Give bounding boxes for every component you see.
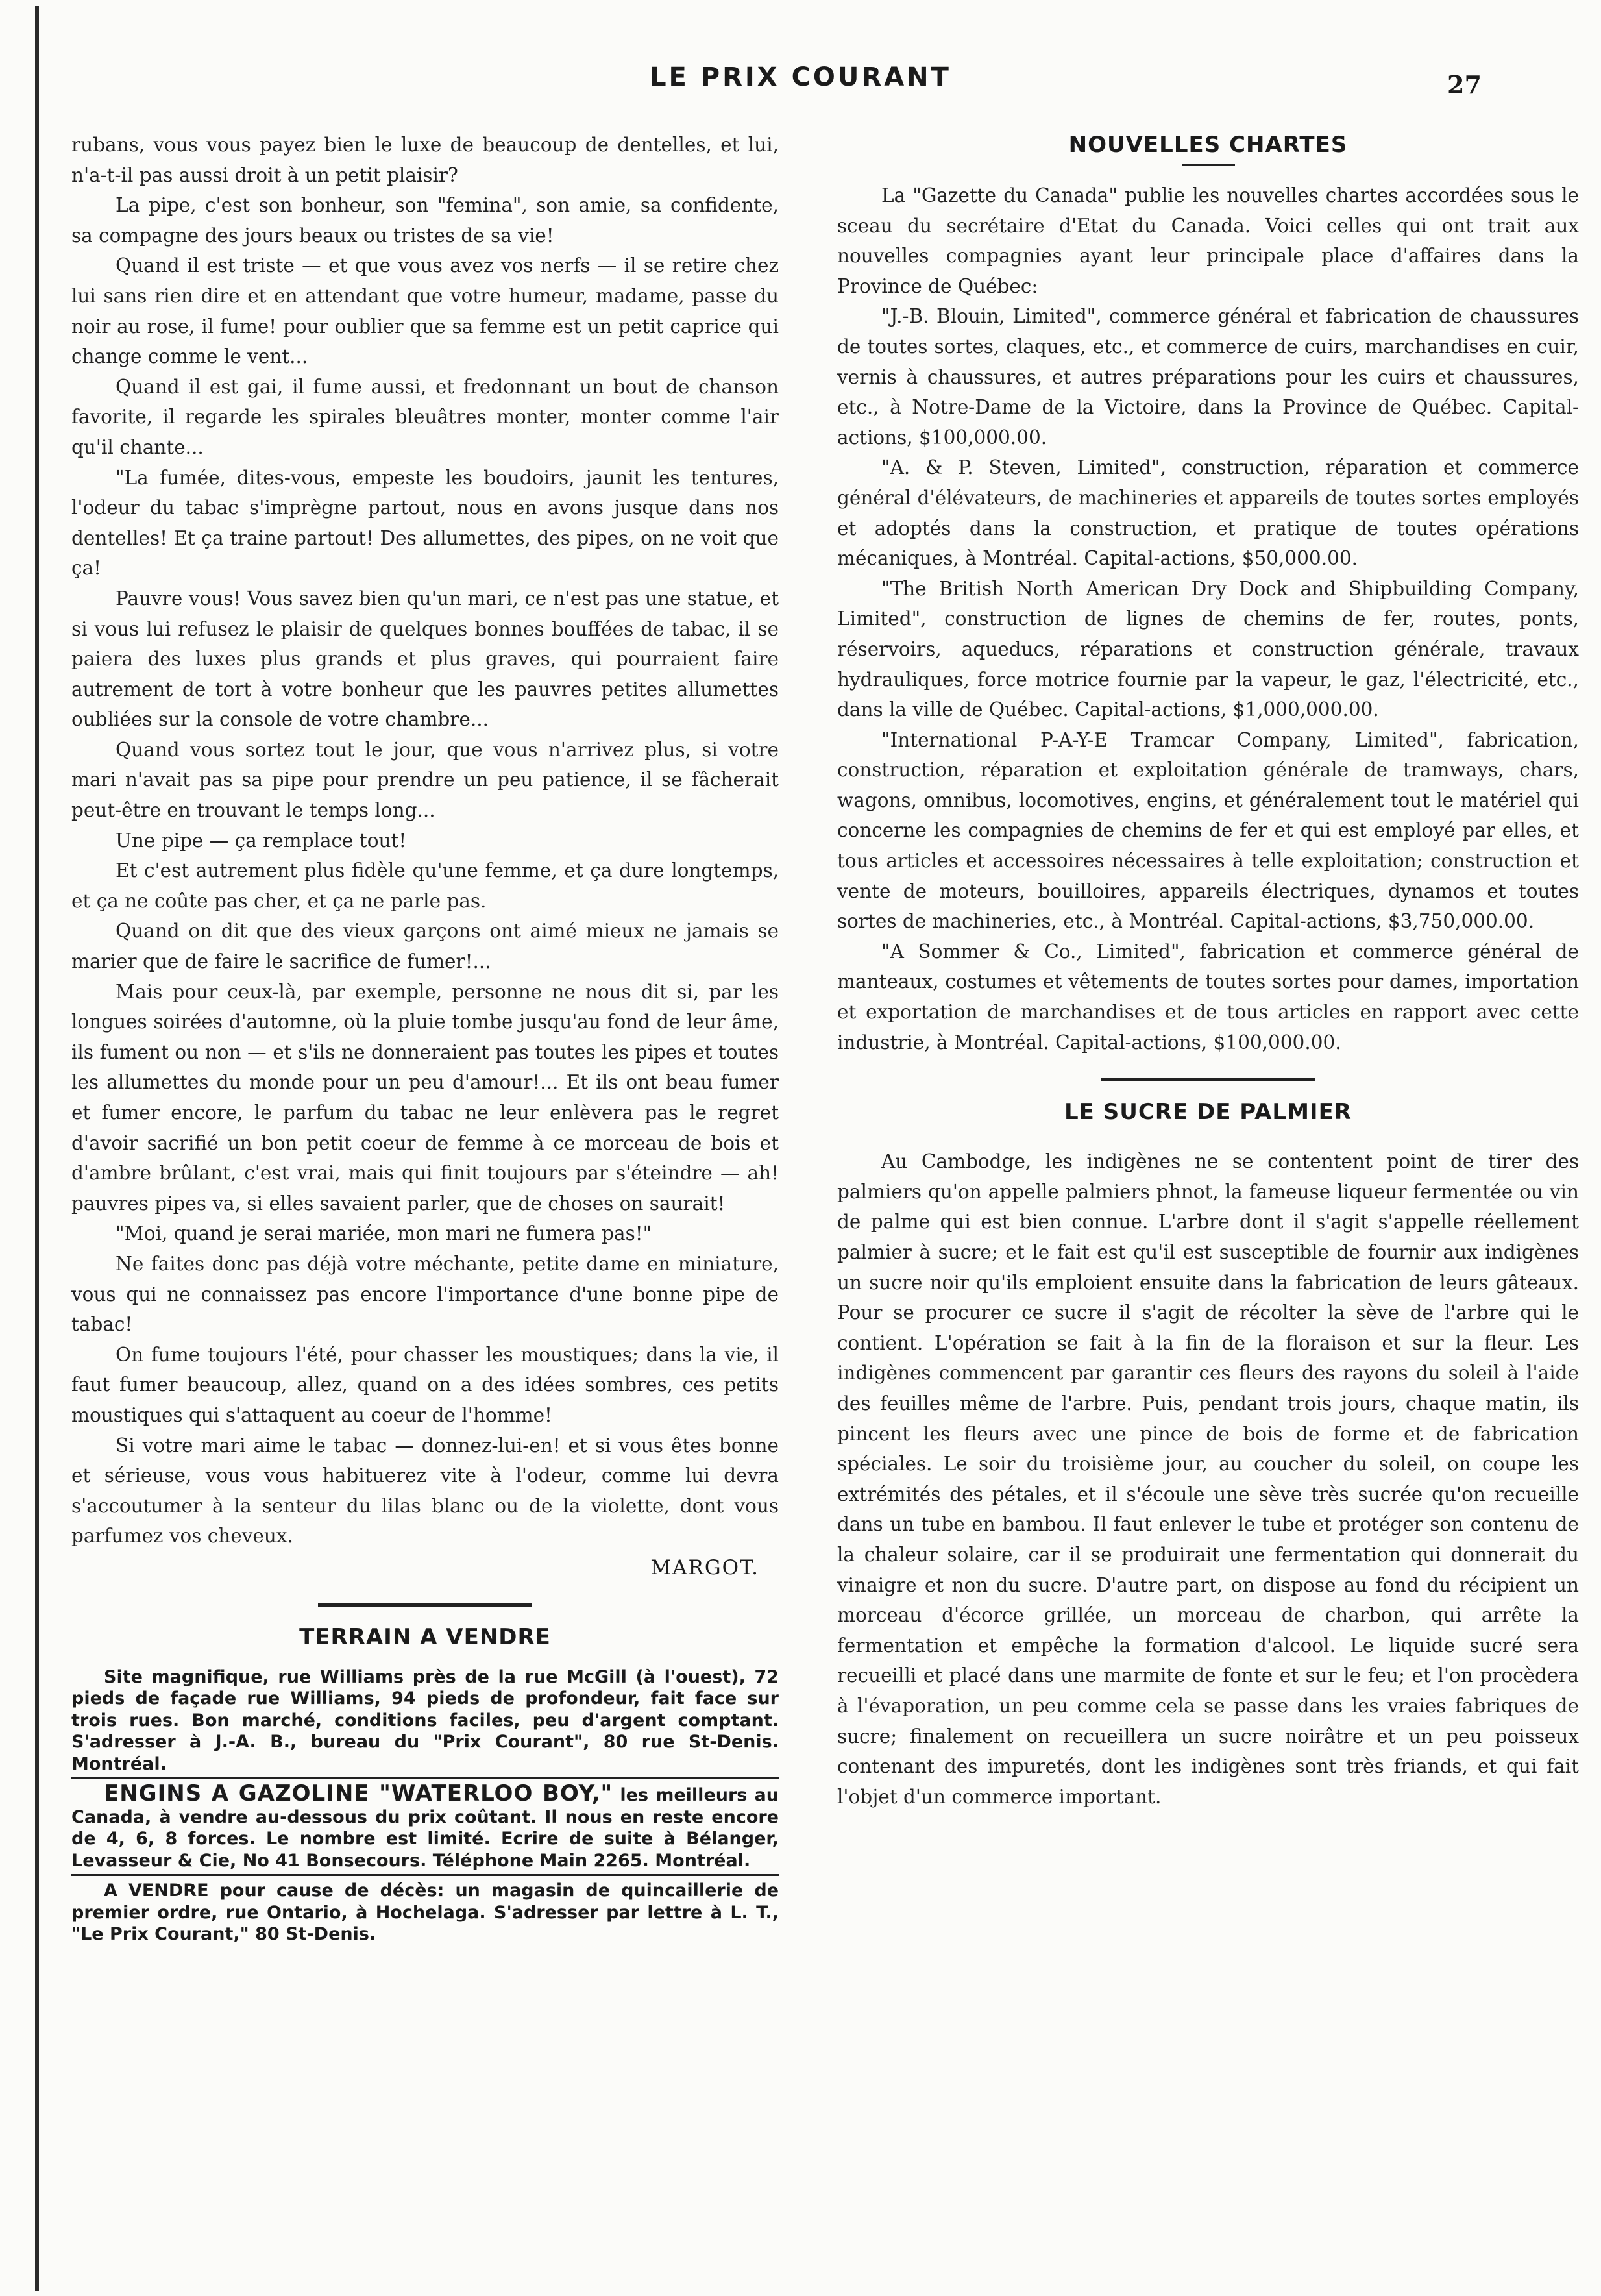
sucre-section bbox=[837, 1097, 1579, 1812]
terrain-ad bbox=[71, 1666, 779, 1945]
essay-signature: MARGOT. bbox=[650, 1555, 759, 1579]
essay-paragraph: La pipe, c'est son bonheur, son "femina", son amie, sa confidente, sa compagne des jours beaux ou tristes de sa vie! bbox=[71, 194, 779, 247]
chartes-paragraph: La "Gazette du Canada" publie les nouvelles chartes accordées sous le sceau du secrétaire d'Etat du Canada. Voici celles qui ont trait aux nouvelles compagnies ayant leur principale place d'affaires dans la Province de Québec: bbox=[837, 184, 1579, 297]
chartes-paragraph: "A Sommer & Co., Limited", fabrication et commerce général de manteaux, costumes et vêtements de toutes sortes pour dames, importation et exportation de marchandises et de tous articles en rapport avec cette industrie, à Montréal. Capital-actions, $100,000.00. bbox=[837, 940, 1579, 1054]
terrain-section bbox=[71, 1622, 779, 1945]
engins-ad-headline: ENGINS A GAZOLINE "WATERLOO BOY," bbox=[104, 1781, 613, 1807]
essay-paragraph: Ne faites donc pas déjà votre méchante, petite dame en miniature, vous qui ne connaissez pas encore l'importance d'une bonne pipe de tabac! bbox=[71, 1252, 779, 1336]
essay-paragraph: Quand il est gai, il fume aussi, et fredonnant un bout de chanson favorite, il regarde les spirales bleuâtres monter, monter comme l'air qu'il chante... bbox=[71, 375, 779, 458]
essay-paragraph: "La fumée, dites-vous, empeste les boudoirs, jaunit les tentures, l'odeur du tabac s'imprègne partout, nous en avons jusque dans nos dentelles! Et ça traine partout! Des allumettes, des pipes, on ne voit que ça! bbox=[71, 466, 779, 580]
essay-body bbox=[71, 130, 779, 1583]
page-number: 27 bbox=[1447, 70, 1482, 99]
essay-paragraph: Une pipe — ça remplace tout! bbox=[116, 829, 407, 852]
essay-paragraph: On fume toujours l'été, pour chasser les moustiques; dans la vie, il faut fumer beaucoup, allez, quand on a des idées sombres, ces petits moustiques qui s'attaquent au coeur de l'homme! bbox=[71, 1343, 779, 1426]
engins-ad-text: les meilleurs au Canada, à vendre au-dessous du prix coûtant. Il nous en reste encore de 4, 6, 8 forces. Le nombre est limité. Ecrire de suite à Bélanger, Levasseur & Cie, No 41 Bonsecours. Téléphone Main 2265. Montréal. bbox=[71, 1785, 779, 1871]
essay-paragraph: Quand vous sortez tout le jour, que vous n'arrivez plus, si votre mari n'avait pas sa pipe pour prendre un peu patience, il se fâcherait peut-être en trouvant le temps long... bbox=[71, 738, 779, 822]
spacer bbox=[837, 1127, 1579, 1146]
sucre-title: LE SUCRE DE PALMIER bbox=[1064, 1099, 1352, 1126]
section-divider bbox=[1101, 1078, 1315, 1081]
page-edge-mark bbox=[35, 6, 39, 2291]
essay-paragraph: rubans, vous vous payez bien le luxe de beaucoup de dentelles, et lui, n'a-t-il pas aussi droit à un petit plaisir? bbox=[71, 134, 779, 186]
spacer bbox=[71, 1652, 779, 1666]
right-column bbox=[837, 130, 1579, 1812]
essay-paragraph: Quand il est triste — et que vous avez vos nerfs — il se retire chez lui sans rien dire et en attendant que votre humeur, madame, passe du noir au rose, il fume! pour oublier que sa femme est un petit caprice qui change comme le vent... bbox=[71, 254, 779, 368]
section-divider bbox=[318, 1603, 532, 1607]
left-column bbox=[71, 130, 779, 1945]
engins-ad bbox=[71, 1783, 779, 1871]
essay-paragraph: Si votre mari aime le tabac — donnez-lui-en! et si vous êtes bonne et sérieuse, vous vous habituerez vite à l'odeur, comme lui devra s'accoutumer à la senteur du lilas blanc ou de la violette, dont vous parfumez vos cheveux. bbox=[71, 1434, 779, 1548]
ad-divider bbox=[71, 1874, 779, 1876]
chartes-section bbox=[837, 130, 1579, 1057]
terrain-ad-text: Site magnifique, rue Williams près de la rue McGill (à l'ouest), 72 pieds de façade rue Williams, 94 pieds de profondeur, fait face sur trois rues. Bon marché, conditions faciles, peu d'argent comptant. S'adresser à J.-A. B., bureau du "Prix Courant", 80 rue St-Denis. Montréal. bbox=[71, 1666, 779, 1774]
chartes-paragraph: "J.-B. Blouin, Limited", commerce général et fabrication de chaussures de toutes sortes, claques, etc., et commerce de cuirs, marchandises en cuir, vernis à chaussures, et autres préparations pour les cuirs et chaussures, etc., à Notre-Dame de la Victoire, dans la Province de Québec. Capital-actions, $100,000.00. bbox=[837, 305, 1579, 449]
terrain-title: TERRAIN A VENDRE bbox=[299, 1623, 551, 1650]
essay-paragraph: Quand on dit que des vieux garçons ont aimé mieux ne jamais se marier que de faire le sacrifice de fumer!... bbox=[71, 920, 779, 973]
chartes-title: NOUVELLES CHARTES bbox=[1068, 132, 1348, 158]
essay-paragraph: Et c'est autrement plus fidèle qu'une femme, et ça dure longtemps, et ça ne coûte pas cher, et ça ne parle pas. bbox=[71, 859, 779, 912]
essay-paragraph: "Moi, quand je serai mariée, mon mari ne fumera pas!" bbox=[116, 1222, 652, 1245]
chartes-paragraph: "International P-A-Y-E Tramcar Company, Limited", fabrication, construction, réparation et exploitation générale de tramways, chars, wagons, omnibus, locomotives, engins, et généralement tout le matériel qui concerne les compagnies de chemins de fer et qui est employé par elles, et tous articles et accessoires nécessaires à telle exploitation; construction et vente de moteurs, bouilloires, appareils électriques, dynamos et toutes sortes de machineries, etc., à Montréal. Capital-actions, $3,750,000.00. bbox=[837, 728, 1579, 933]
chartes-paragraph: "A. & P. Steven, Limited", construction, réparation et commerce général d'élévateurs, de machineries et appareils de toutes sortes employés et adoptés dans la construction, et pratique de toutes opérations mécaniques, à Montréal. Capital-actions, $50,000.00. bbox=[837, 456, 1579, 570]
vendre-ad-text: A VENDRE pour cause de décès: un magasin de quincaillerie de premier ordre, rue Ontario, à Hochelaga. S'adresser par lettre à L. T., "Le Prix Courant," 80 St-Denis. bbox=[71, 1881, 779, 1945]
ad-divider bbox=[71, 1777, 779, 1779]
sucre-paragraph: Au Cambodge, les indigènes ne se contentent point de tirer des palmiers qu'on appelle palmiers phnot, la fameuse liqueur fermentée ou vin de palme qui est bien connue. L'arbre dont il s'agit s'appelle réellement palmier à sucre; et le fait est qu'il est susceptible de fournir aux indigènes un sucre noir qu'ils emploient ensuite dans la fabrication de leurs gâteaux. Pour se procurer ce sucre il s'agit de récolter la sève de l'arbre qui le contient. L'opération se fait à la fin de la floraison et sur la fleur. Les indigènes commencent par garantir ces fleurs des rayons du soleil à l'aide des feuilles même de l'arbre. Puis, pendant trois jours, chaque matin, ils pincent les fleurs avec une pince de bois de forme et de fabrication spéciales. Le soir du troisième jour, au coucher du soleil, on coupe les extrémités des pétales, et il s'écoule une sève très sucrée qu'on recueille dans un tube en bambou. Il faut enlever le tube et protéger son contenu de la chaleur solaire, car il se produirait une fermentation qui donnerait du vinaigre et non du sucre. D'autre part, on dispose au fond du récipient un morceau d'écorce grillée, un morceau de charbon, qui arrête la fermentation et empêche la formation d'alcool. Le liquide sucré sera recueilli et placé dans une marmite de fonte et sur le feu; et l'on procèdera à l'évaporation, un peu comme cela se passe dans les vraies fabriques de sucre; finalement on recueillera un sucre noirâtre et un peu poisseux contenant des impuretés, dont les indigènes sont très friands, et qui fait l'objet d'un commerce important. bbox=[837, 1150, 1579, 1808]
essay-paragraph: Mais pour ceux-là, par exemple, personne ne nous dit si, par les longues soirées d'automne, où la pluie tombe jusqu'au fond de leur âme, ils fument ou non — et s'ils ne donneraient pas toutes les pipes et toutes les allumettes du monde pour un peu d'amour!... Et ils ont beau fumer et fumer encore, le parfum du tabac ne leur enlèvera pas le regret d'avoir sacrifié un bon petit coeur de femme à ce morceau de bois et d'ambre brûlant, c'est vrai, mais qui finit toujours par s'éteindre — ah! pauvres pipes va, si elles savaient parler, que de choses on saurait! bbox=[71, 980, 779, 1215]
running-title: LE PRIX COURANT bbox=[650, 62, 951, 92]
chartes-paragraph: "The British North American Dry Dock and Shipbuilding Company, Limited", construction de lignes de chemins de fer, routes, ponts, réservoirs, aqueducs, réparations et construction générale, travaux hydrauliques, force motrice fournie par la vapeur, le gaz, l'électricité, etc., dans la ville de Québec. Capital-actions, $1,000,000.00. bbox=[837, 577, 1579, 721]
essay-paragraph: Pauvre vous! Vous savez bien qu'un mari, ce n'est pas une statue, et si vous lui refusez le plaisir de quelques bonnes bouffées de tabac, il se paiera des luxes plus grands et plus graves, qui pourraient faire autrement de tort à votre bonheur que les pauvres petites allumettes oubliées sur la console de votre chambre... bbox=[71, 587, 779, 731]
title-underline bbox=[1182, 164, 1235, 166]
